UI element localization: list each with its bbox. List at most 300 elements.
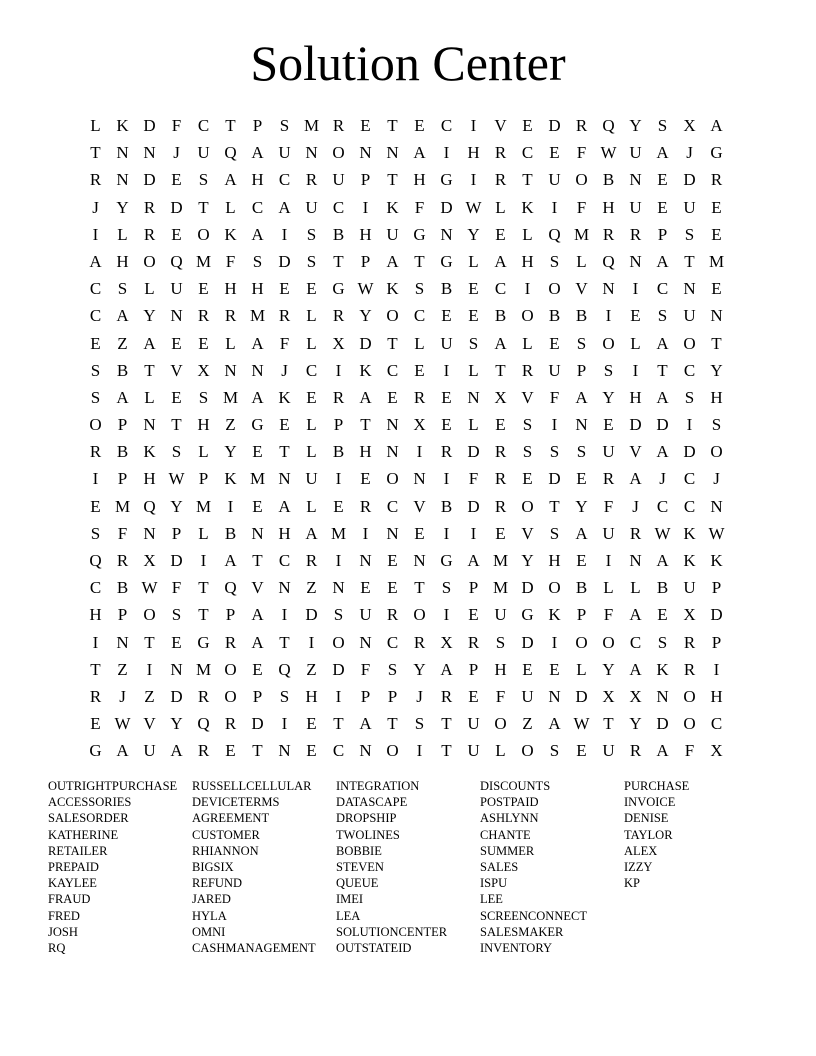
grid-cell[interactable]: I — [686, 415, 693, 435]
grid-cell[interactable]: Y — [170, 496, 183, 516]
grid-cell[interactable]: E — [90, 333, 101, 353]
grid-cell[interactable]: R — [332, 387, 345, 407]
grid-cell[interactable]: T — [684, 251, 695, 271]
grid-cell[interactable]: Y — [467, 224, 480, 244]
grid-cell[interactable]: K — [710, 551, 723, 570]
grid-cell[interactable]: S — [549, 741, 560, 761]
grid-cell[interactable]: R — [602, 224, 615, 244]
grid-cell[interactable]: I — [443, 605, 450, 625]
grid-cell[interactable]: W — [654, 523, 671, 543]
grid-cell[interactable]: R — [494, 496, 507, 516]
grid-cell[interactable]: Q — [224, 578, 237, 598]
grid-cell[interactable]: B — [116, 442, 129, 462]
grid-cell[interactable]: S — [711, 415, 722, 435]
grid-cell[interactable]: D — [332, 659, 345, 679]
grid-cell[interactable]: G — [521, 605, 534, 625]
grid-cell[interactable]: H — [413, 170, 426, 190]
grid-cell[interactable]: S — [90, 523, 101, 543]
grid-cell[interactable]: L — [144, 279, 155, 299]
grid-cell[interactable]: C — [494, 279, 507, 299]
grid-cell[interactable]: C — [683, 360, 696, 380]
grid-cell[interactable]: D — [656, 415, 669, 435]
grid-cell[interactable]: O — [494, 714, 507, 734]
grid-cell[interactable]: U — [440, 333, 453, 353]
grid-cell[interactable]: O — [89, 415, 102, 435]
grid-cell[interactable]: Q — [278, 659, 291, 679]
grid-cell[interactable]: I — [281, 605, 288, 625]
grid-cell[interactable]: S — [657, 306, 668, 326]
grid-cell[interactable]: F — [576, 143, 587, 163]
grid-cell[interactable]: S — [684, 224, 695, 244]
grid-cell[interactable]: L — [414, 333, 425, 353]
grid-cell[interactable]: N — [116, 632, 129, 652]
grid-cell[interactable]: S — [414, 714, 425, 734]
grid-cell[interactable]: A — [629, 659, 642, 679]
grid-cell[interactable]: F — [360, 659, 371, 679]
grid-cell[interactable]: A — [224, 170, 237, 190]
grid-cell[interactable]: J — [686, 143, 693, 163]
grid-cell[interactable]: I — [443, 143, 450, 163]
grid-cell[interactable]: E — [549, 659, 560, 679]
grid-cell[interactable]: R — [116, 551, 129, 570]
grid-cell[interactable]: J — [92, 197, 99, 217]
grid-cell[interactable]: D — [143, 116, 156, 135]
grid-cell[interactable]: U — [197, 143, 210, 163]
grid-cell[interactable]: J — [632, 496, 639, 516]
grid-cell[interactable]: B — [332, 224, 345, 244]
grid-cell[interactable]: N — [305, 143, 318, 163]
grid-cell[interactable]: C — [197, 116, 210, 135]
grid-cell[interactable]: C — [332, 741, 345, 761]
grid-cell[interactable]: D — [467, 442, 480, 462]
grid-cell[interactable]: E — [711, 197, 722, 217]
grid-cell[interactable]: R — [629, 523, 642, 543]
grid-cell[interactable]: E — [468, 279, 479, 299]
grid-cell[interactable]: Y — [170, 714, 183, 734]
grid-cell[interactable]: H — [197, 415, 210, 435]
grid-cell[interactable]: E — [711, 279, 722, 299]
grid-cell[interactable]: N — [251, 360, 264, 380]
grid-cell[interactable]: Q — [89, 551, 102, 570]
grid-cell[interactable]: Y — [602, 387, 615, 407]
grid-cell[interactable]: H — [467, 143, 480, 163]
grid-cell[interactable]: C — [413, 306, 426, 326]
grid-cell[interactable]: S — [576, 442, 587, 462]
grid-cell[interactable]: R — [197, 741, 210, 761]
grid-cell[interactable]: H — [305, 686, 318, 706]
grid-cell[interactable]: T — [387, 116, 398, 135]
grid-cell[interactable]: X — [197, 360, 210, 380]
grid-cell[interactable]: C — [278, 170, 291, 190]
grid-cell[interactable]: P — [117, 605, 128, 625]
grid-cell[interactable]: O — [683, 714, 696, 734]
grid-cell[interactable]: N — [710, 496, 723, 516]
grid-cell[interactable]: E — [657, 170, 668, 190]
grid-cell[interactable]: U — [305, 197, 318, 217]
grid-cell[interactable]: K — [224, 469, 237, 489]
grid-cell[interactable]: F — [603, 496, 614, 516]
grid-cell[interactable]: O — [224, 659, 237, 679]
grid-cell[interactable]: C — [683, 496, 696, 516]
grid-cell[interactable]: T — [387, 714, 398, 734]
grid-cell[interactable]: E — [657, 605, 668, 625]
grid-cell[interactable]: N — [710, 306, 723, 326]
grid-cell[interactable]: P — [657, 224, 668, 244]
grid-cell[interactable]: C — [89, 279, 102, 299]
grid-cell[interactable]: U — [683, 197, 696, 217]
grid-cell[interactable]: I — [551, 415, 558, 435]
grid-cell[interactable]: M — [303, 116, 320, 135]
grid-cell[interactable]: T — [522, 170, 533, 190]
grid-cell[interactable]: O — [332, 143, 345, 163]
grid-cell[interactable]: N — [413, 551, 426, 570]
grid-cell[interactable]: A — [629, 605, 642, 625]
grid-cell[interactable]: D — [683, 442, 696, 462]
grid-cell[interactable]: L — [522, 224, 533, 244]
grid-cell[interactable]: E — [657, 197, 668, 217]
grid-cell[interactable]: A — [305, 523, 318, 543]
grid-cell[interactable]: F — [468, 469, 479, 489]
grid-cell[interactable]: E — [171, 387, 182, 407]
grid-cell[interactable]: L — [306, 415, 317, 435]
grid-cell[interactable]: B — [440, 279, 453, 299]
grid-cell[interactable]: X — [683, 605, 696, 625]
grid-cell[interactable]: F — [225, 251, 236, 271]
grid-cell[interactable]: E — [522, 659, 533, 679]
grid-cell[interactable]: E — [171, 632, 182, 652]
grid-cell[interactable]: E — [252, 496, 263, 516]
grid-cell[interactable]: I — [362, 523, 369, 543]
grid-cell[interactable]: S — [441, 578, 452, 598]
grid-cell[interactable]: E — [522, 469, 533, 489]
grid-cell[interactable]: P — [711, 578, 722, 598]
grid-cell[interactable]: P — [468, 659, 479, 679]
grid-cell[interactable]: N — [251, 523, 264, 543]
grid-cell[interactable]: A — [251, 632, 264, 652]
grid-cell[interactable]: T — [198, 605, 209, 625]
grid-cell[interactable]: A — [251, 333, 264, 353]
grid-cell[interactable]: L — [468, 415, 479, 435]
grid-cell[interactable]: S — [549, 251, 560, 271]
grid-cell[interactable]: V — [251, 578, 264, 598]
grid-cell[interactable]: R — [467, 632, 480, 652]
grid-cell[interactable]: V — [521, 523, 534, 543]
grid-cell[interactable]: U — [629, 197, 642, 217]
grid-cell[interactable]: U — [602, 523, 615, 543]
grid-cell[interactable]: K — [683, 551, 696, 570]
grid-cell[interactable]: N — [278, 469, 291, 489]
grid-cell[interactable]: A — [656, 387, 669, 407]
grid-cell[interactable]: N — [143, 415, 156, 435]
grid-cell[interactable]: L — [495, 197, 506, 217]
grid-cell[interactable]: A — [656, 333, 669, 353]
grid-cell[interactable]: A — [494, 251, 507, 271]
grid-cell[interactable]: J — [659, 469, 666, 489]
grid-cell[interactable]: E — [279, 279, 290, 299]
grid-cell[interactable]: E — [387, 387, 398, 407]
grid-cell[interactable]: N — [656, 686, 669, 706]
grid-cell[interactable]: N — [440, 224, 453, 244]
grid-cell[interactable]: F — [117, 523, 128, 543]
grid-cell[interactable]: E — [576, 551, 587, 570]
grid-cell[interactable]: K — [548, 605, 561, 625]
grid-cell[interactable]: H — [494, 659, 507, 679]
grid-cell[interactable]: P — [576, 605, 587, 625]
grid-cell[interactable]: A — [656, 143, 669, 163]
grid-cell[interactable]: T — [333, 714, 344, 734]
grid-cell[interactable]: U — [278, 143, 291, 163]
grid-cell[interactable]: T — [441, 714, 452, 734]
grid-cell[interactable]: A — [575, 523, 588, 543]
grid-cell[interactable]: A — [656, 442, 669, 462]
grid-cell[interactable]: Z — [225, 415, 236, 435]
grid-cell[interactable]: S — [549, 442, 560, 462]
grid-cell[interactable]: M — [492, 551, 509, 570]
grid-cell[interactable]: Y — [575, 496, 588, 516]
grid-cell[interactable]: O — [386, 469, 399, 489]
grid-cell[interactable]: D — [710, 605, 723, 625]
grid-cell[interactable]: B — [602, 170, 615, 190]
grid-cell[interactable]: E — [414, 523, 425, 543]
grid-cell[interactable]: F — [171, 578, 182, 598]
grid-cell[interactable]: G — [440, 551, 453, 570]
grid-cell[interactable]: L — [468, 360, 479, 380]
grid-cell[interactable]: R — [305, 551, 318, 570]
grid-cell[interactable]: D — [548, 116, 561, 135]
grid-cell[interactable]: I — [470, 170, 477, 190]
grid-cell[interactable]: I — [281, 714, 288, 734]
grid-cell[interactable]: Y — [413, 659, 426, 679]
grid-cell[interactable]: D — [359, 333, 372, 353]
grid-cell[interactable]: E — [414, 360, 425, 380]
grid-cell[interactable]: N — [629, 251, 642, 271]
grid-cell[interactable]: E — [171, 333, 182, 353]
grid-cell[interactable]: T — [603, 714, 614, 734]
grid-cell[interactable]: I — [335, 360, 342, 380]
grid-cell[interactable]: N — [332, 578, 345, 598]
grid-cell[interactable]: R — [332, 116, 345, 135]
grid-cell[interactable]: E — [630, 306, 641, 326]
grid-cell[interactable]: A — [116, 306, 129, 326]
grid-cell[interactable]: I — [92, 469, 99, 489]
grid-cell[interactable]: I — [443, 469, 450, 489]
grid-cell[interactable]: I — [551, 197, 558, 217]
grid-cell[interactable]: R — [413, 632, 426, 652]
grid-cell[interactable]: A — [359, 387, 372, 407]
grid-cell[interactable]: O — [386, 741, 399, 761]
grid-cell[interactable]: A — [278, 197, 291, 217]
grid-cell[interactable]: N — [224, 360, 237, 380]
grid-cell[interactable]: E — [711, 224, 722, 244]
grid-cell[interactable]: N — [359, 632, 372, 652]
grid-cell[interactable]: K — [143, 442, 156, 462]
grid-cell[interactable]: S — [495, 632, 506, 652]
grid-cell[interactable]: L — [495, 741, 506, 761]
grid-cell[interactable]: S — [522, 415, 533, 435]
grid-cell[interactable]: F — [576, 197, 587, 217]
grid-cell[interactable]: N — [467, 387, 480, 407]
grid-cell[interactable]: C — [251, 197, 264, 217]
grid-cell[interactable]: L — [117, 224, 128, 244]
grid-cell[interactable]: M — [492, 578, 509, 598]
grid-cell[interactable]: W — [141, 578, 158, 598]
grid-cell[interactable]: N — [386, 143, 399, 163]
grid-cell[interactable]: A — [116, 741, 129, 761]
grid-cell[interactable]: A — [575, 387, 588, 407]
grid-cell[interactable]: A — [440, 659, 453, 679]
grid-cell[interactable]: E — [441, 387, 452, 407]
grid-cell[interactable]: O — [413, 605, 426, 625]
grid-cell[interactable]: F — [495, 686, 506, 706]
grid-cell[interactable]: M — [195, 496, 212, 516]
grid-cell[interactable]: T — [657, 360, 668, 380]
grid-cell[interactable]: N — [575, 415, 588, 435]
grid-cell[interactable]: X — [710, 741, 723, 761]
grid-cell[interactable]: U — [548, 360, 561, 380]
grid-cell[interactable]: P — [252, 686, 263, 706]
grid-cell[interactable]: Z — [306, 578, 317, 598]
grid-cell[interactable]: I — [713, 659, 720, 679]
grid-cell[interactable]: A — [359, 714, 372, 734]
grid-cell[interactable]: L — [90, 116, 101, 135]
grid-cell[interactable]: B — [116, 578, 129, 598]
grid-cell[interactable]: H — [251, 279, 264, 299]
grid-cell[interactable]: X — [440, 632, 453, 652]
grid-cell[interactable]: N — [170, 306, 183, 326]
grid-cell[interactable]: K — [656, 659, 669, 679]
grid-cell[interactable]: E — [279, 415, 290, 435]
grid-cell[interactable]: D — [440, 197, 453, 217]
grid-cell[interactable]: T — [171, 415, 182, 435]
grid-cell[interactable]: I — [308, 632, 315, 652]
grid-cell[interactable]: D — [656, 714, 669, 734]
grid-cell[interactable]: H — [224, 279, 237, 299]
grid-cell[interactable]: C — [683, 469, 696, 489]
grid-cell[interactable]: R — [494, 442, 507, 462]
grid-cell[interactable]: B — [656, 578, 669, 598]
grid-cell[interactable]: S — [171, 442, 182, 462]
grid-cell[interactable]: F — [603, 605, 614, 625]
grid-cell[interactable]: A — [89, 251, 102, 271]
grid-cell[interactable]: A — [494, 333, 507, 353]
grid-cell[interactable]: S — [657, 116, 668, 135]
grid-cell[interactable]: L — [198, 442, 209, 462]
grid-cell[interactable]: R — [89, 170, 102, 190]
grid-cell[interactable]: E — [495, 523, 506, 543]
grid-cell[interactable]: D — [278, 251, 291, 271]
grid-cell[interactable]: H — [629, 387, 642, 407]
grid-cell[interactable]: C — [386, 496, 399, 516]
grid-cell[interactable]: U — [683, 306, 696, 326]
grid-cell[interactable]: Y — [224, 442, 237, 462]
grid-cell[interactable]: G — [332, 279, 345, 299]
grid-cell[interactable]: C — [629, 632, 642, 652]
grid-cell[interactable]: I — [416, 741, 423, 761]
grid-cell[interactable]: K — [521, 197, 534, 217]
grid-cell[interactable]: Q — [197, 714, 210, 734]
grid-cell[interactable]: S — [90, 360, 101, 380]
grid-cell[interactable]: M — [330, 523, 347, 543]
grid-cell[interactable]: P — [360, 686, 371, 706]
grid-cell[interactable]: M — [195, 659, 212, 679]
grid-cell[interactable]: R — [305, 170, 318, 190]
grid-cell[interactable]: E — [549, 143, 560, 163]
grid-cell[interactable]: F — [279, 333, 290, 353]
grid-cell[interactable]: T — [333, 251, 344, 271]
grid-cell[interactable]: S — [468, 333, 479, 353]
grid-cell[interactable]: I — [281, 224, 288, 244]
grid-cell[interactable]: L — [306, 306, 317, 326]
grid-cell[interactable]: L — [468, 251, 479, 271]
grid-cell[interactable]: R — [224, 632, 237, 652]
grid-cell[interactable]: S — [333, 605, 344, 625]
grid-cell[interactable]: C — [386, 360, 399, 380]
grid-cell[interactable]: E — [549, 333, 560, 353]
grid-cell[interactable]: K — [386, 279, 399, 299]
grid-cell[interactable]: O — [224, 686, 237, 706]
grid-cell[interactable]: F — [171, 116, 182, 135]
grid-cell[interactable]: Q — [143, 496, 156, 516]
grid-cell[interactable]: K — [683, 523, 696, 543]
grid-cell[interactable]: X — [413, 415, 426, 435]
grid-cell[interactable]: R — [197, 686, 210, 706]
grid-cell[interactable]: S — [603, 360, 614, 380]
grid-cell[interactable]: N — [386, 523, 399, 543]
grid-cell[interactable]: B — [116, 360, 129, 380]
grid-cell[interactable]: Y — [521, 551, 534, 570]
grid-cell[interactable]: T — [711, 333, 722, 353]
grid-cell[interactable]: O — [602, 333, 615, 353]
grid-cell[interactable]: I — [632, 360, 639, 380]
grid-cell[interactable]: D — [251, 714, 264, 734]
grid-cell[interactable]: M — [573, 224, 590, 244]
grid-cell[interactable]: H — [710, 686, 723, 706]
grid-cell[interactable]: T — [252, 741, 263, 761]
grid-cell[interactable]: N — [278, 578, 291, 598]
grid-cell[interactable]: R — [89, 686, 102, 706]
grid-cell[interactable]: X — [332, 333, 345, 353]
grid-cell[interactable]: A — [251, 605, 264, 625]
grid-cell[interactable]: C — [278, 551, 291, 570]
grid-cell[interactable]: E — [306, 714, 317, 734]
grid-cell[interactable]: C — [710, 714, 723, 734]
grid-cell[interactable]: D — [305, 605, 318, 625]
grid-cell[interactable]: E — [468, 306, 479, 326]
grid-cell[interactable]: T — [414, 578, 425, 598]
grid-cell[interactable]: D — [683, 170, 696, 190]
grid-cell[interactable]: T — [90, 659, 101, 679]
grid-cell[interactable]: S — [198, 170, 209, 190]
grid-cell[interactable]: I — [92, 224, 99, 244]
grid-cell[interactable]: N — [143, 143, 156, 163]
grid-cell[interactable]: V — [629, 442, 642, 462]
grid-cell[interactable]: E — [603, 415, 614, 435]
grid-cell[interactable]: E — [360, 469, 371, 489]
grid-cell[interactable]: R — [494, 143, 507, 163]
grid-cell[interactable]: I — [605, 551, 612, 570]
grid-cell[interactable]: M — [249, 306, 266, 326]
grid-cell[interactable]: P — [387, 686, 398, 706]
grid-cell[interactable]: A — [656, 251, 669, 271]
grid-cell[interactable]: A — [116, 387, 129, 407]
grid-cell[interactable]: R — [575, 116, 588, 135]
grid-cell[interactable]: E — [576, 469, 587, 489]
grid-cell[interactable]: I — [92, 632, 99, 652]
grid-cell[interactable]: E — [306, 279, 317, 299]
grid-cell[interactable]: O — [143, 605, 156, 625]
grid-cell[interactable]: N — [359, 551, 372, 570]
grid-cell[interactable]: U — [629, 143, 642, 163]
